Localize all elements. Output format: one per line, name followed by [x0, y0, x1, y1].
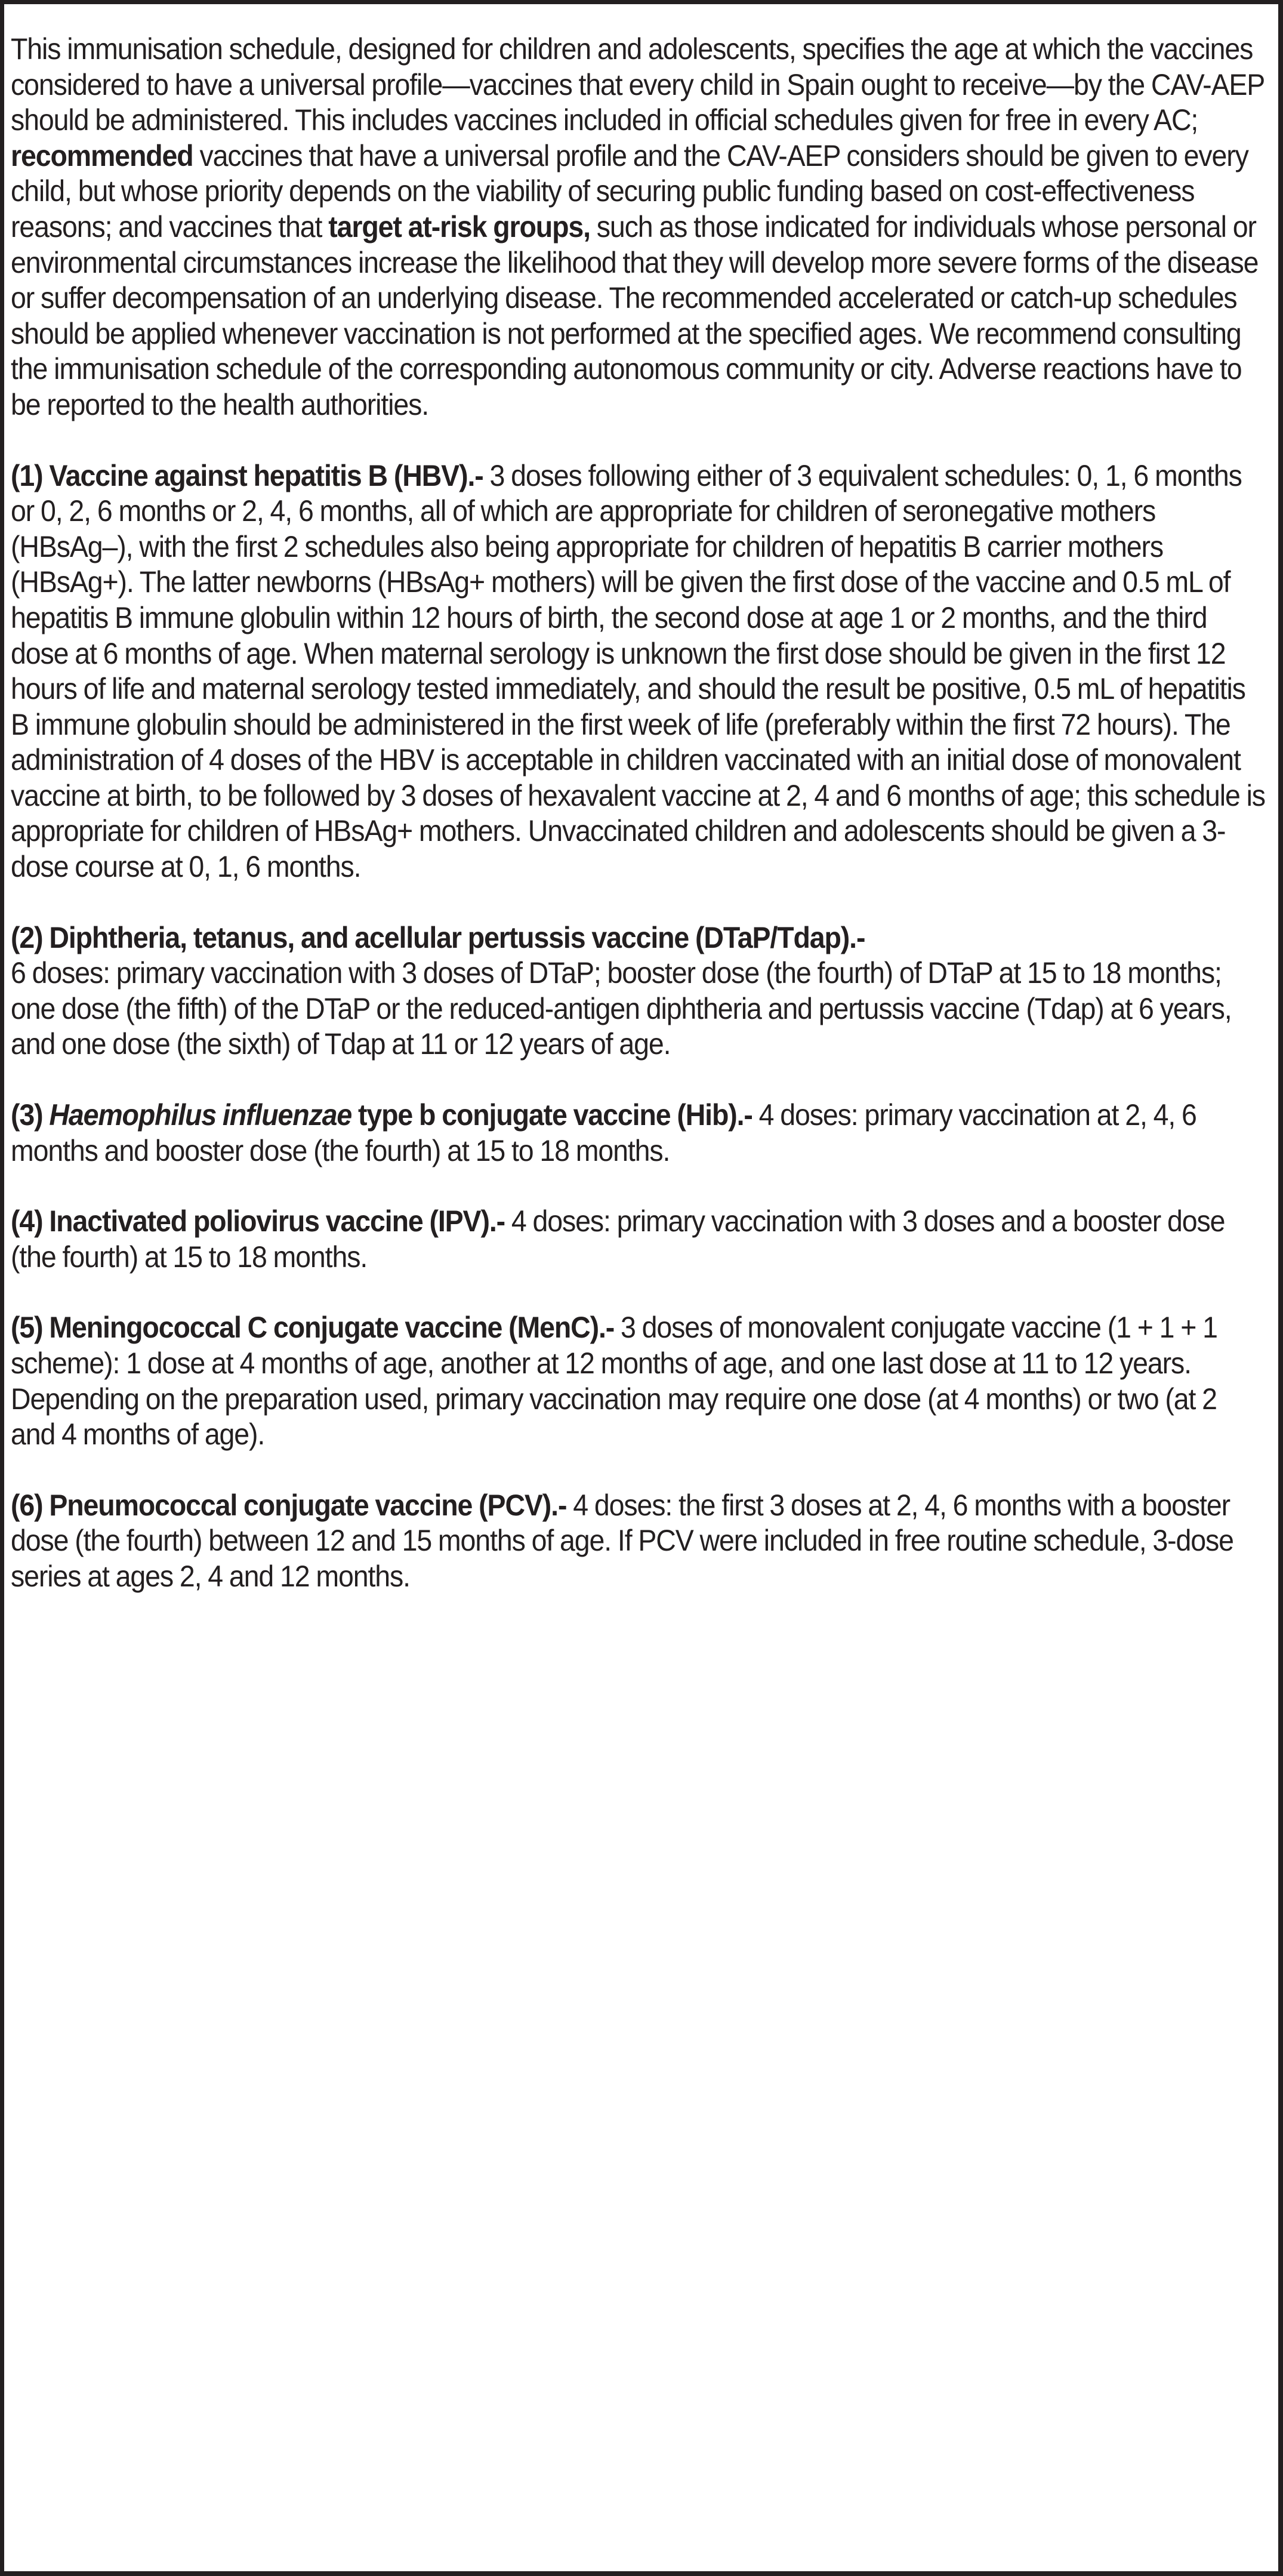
note-body: 4 doses: the first 3 doses at 2, 4, 6 months with a booster dose (the fourth) between 12 and 15 months of age. If PCV were included in free routine schedule, 3-dose series at ages 2, 4 and 12 months.	[11, 1488, 1233, 1593]
note-number: (4)	[11, 1204, 43, 1238]
intro-text: such as those indicated for individuals whose personal or environmental circumstances increase the likelihood that they will develop more severe forms of the disease or suffer decompensation of an underlying disease. The recommended accelerated or catch-up schedules should be applied whenever vaccination is not performed at the specified ages. We recommend consulting the immunisation schedule of the corresponding autonomous community or city. Adverse reactions have to be reported to the health authorities.	[11, 209, 1259, 421]
note-body: 4 doses: primary vaccination with 3 doses and a booster dose (the fourth) at 15 to 18 months.	[11, 1204, 1225, 1274]
note-pcv	[11, 1488, 1266, 1595]
note-body: 6 doses: primary vaccination with 3 doses of DTaP; booster dose (the fourth) of DTaP at 15 to 18 months; one dose (the fifth) of the DTaP or the reduced-antigen diphtheria and pertussis vaccine (Tdap) at 6 years, and one dose (the sixth) of Tdap at 11 or 12 years of age.	[11, 956, 1232, 1061]
note-body: 4 doses: primary vaccination at 2, 4, 6 months and booster dose (the fourth) at 15 to 18 months.	[11, 1098, 1196, 1167]
note-number: (3)	[11, 1098, 43, 1132]
note-number: (5)	[11, 1311, 43, 1345]
intro-paragraph	[11, 32, 1266, 423]
note-number: (6)	[11, 1488, 43, 1522]
note-title: Pneumococcal conjugate vaccine (PCV).-	[49, 1488, 567, 1522]
note-title: Diphtheria, tetanus, and acellular pertussis vaccine (DTaP/Tdap).-	[49, 920, 865, 954]
note-hbv	[11, 458, 1266, 885]
note-title: Vaccine against hepatitis B (HBV).-	[49, 458, 483, 492]
note-dtap	[11, 920, 1266, 1062]
note-number: (1)	[11, 458, 43, 492]
intro-bold-at-risk: target at-risk groups,	[328, 209, 590, 244]
note-title: Inactivated poliovirus vaccine (IPV).-	[49, 1204, 505, 1238]
document-body	[11, 32, 1266, 1595]
note-title-italic: Haemophilus influenzae	[49, 1098, 352, 1132]
note-menc	[11, 1310, 1266, 1452]
note-hib	[11, 1098, 1266, 1169]
note-number: (2)	[11, 920, 43, 954]
intro-text: This immunisation schedule, designed for children and adolescents, specifies the age at which the vaccines considered to have a universal profile—vaccines that every child in Spain ought to receive—by the CAV-AEP should be administered. This includes vaccines included in official schedules given for free in every AC;	[11, 32, 1265, 137]
note-body: 3 doses of monovalent conjugate vaccine (1 + 1 + 1 scheme): 1 dose at 4 months of age, another at 12 months of age, and one last dose at 11 to 12 years. Depending on the preparation used, primary vaccination may require one dose (at 4 months) or two (at 2 and 4 months of age).	[11, 1311, 1217, 1452]
intro-text: vaccines that have a universal profile and the CAV-AEP considers should be given to every child, but whose priority depends on the viability of securing public funding based on cost-effectiveness reasons; and vaccines that	[11, 138, 1248, 244]
note-body: 3 doses following either of 3 equivalent schedules: 0, 1, 6 months or 0, 2, 6 months or 2, 4, 6 months, all of which are appropriate for children of seronegative mothers (HBsAg–), with the first 2 schedules also being appropriate for children of hepatitis B carrier mothers (HBsAg+). The latter newborns (HBsAg+ mothers) will be given the first dose of the vaccine and 0.5 mL of hepatitis B immune globulin within 12 hours of birth, the second dose at age 1 or 2 months, and the third dose at 6 months of age. When maternal serology is unknown the first dose should be given in the first 12 hours of life and maternal serology tested immediately, and should the result be positive, 0.5 mL of hepatitis B immune globulin should be administered in the first week of life (preferably within the first 72 hours). The administration of 4 doses of the HBV is acceptable in children vaccinated with an initial dose of monovalent vaccine at birth, to be followed by 3 doses of hexavalent vaccine at 2, 4 and 6 months of age; this schedule is appropriate for children of HBsAg+ mothers. Unvaccinated children and adolescents should be given a 3-dose course at 0, 1, 6 months.	[11, 458, 1265, 884]
note-title: type b conjugate vaccine (Hib).-	[351, 1098, 752, 1132]
note-title: Meningococcal C conjugate vaccine (MenC).-	[49, 1311, 615, 1345]
intro-bold-recommended: recommended	[11, 138, 193, 172]
note-ipv	[11, 1204, 1266, 1275]
